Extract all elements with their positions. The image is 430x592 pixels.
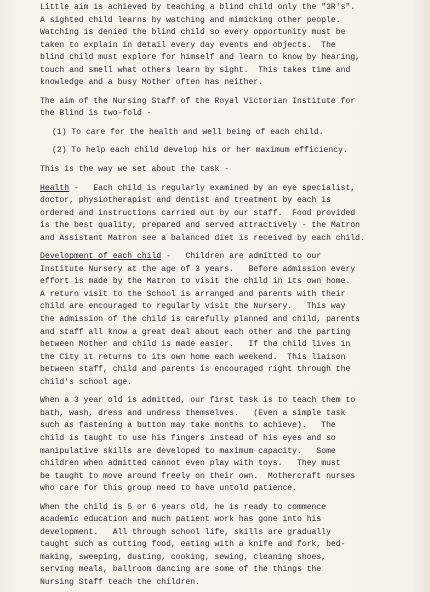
text-line (40, 483, 412, 496)
aim-item-2 (40, 145, 412, 158)
line-text: the admission of the child is carefully planned and child, parents (40, 315, 361, 325)
text-line (40, 327, 412, 340)
line-text: academic education and much patient work has gone into his (40, 515, 322, 525)
line-text: children when admitted cannot even play with toys. They must (40, 459, 341, 469)
section-heading: Development of each child (40, 252, 162, 262)
text-line (40, 433, 412, 446)
text-line (40, 471, 412, 484)
aim-item-1 (40, 127, 412, 140)
line-text: and staff all know a great deal about each other and the parting (40, 327, 351, 337)
text-line (40, 264, 412, 277)
school-age-paragraph (40, 502, 412, 590)
line-text: who care for this group need to have untold patience. (40, 484, 297, 494)
line-text: Watching is denied the blind child so every opportunity must be (40, 28, 346, 38)
document-body (40, 2, 412, 590)
line-text: making, sweeping, dusting, cooking, sewing, cleaning shoes, (40, 552, 327, 562)
line-text: When the child is 5 or 6 years old, he is ready to commence (40, 502, 327, 512)
line-text: - Children are admitted to our (161, 252, 322, 262)
text-line (40, 527, 412, 540)
text-line (40, 446, 412, 459)
line-text: the City it returns to its own home each weekend. This liaison (40, 352, 346, 362)
line-text: Institute Nursery at the age of 3 years. Before admission every (40, 264, 356, 274)
line-text: knowledge and a busy Mother often has neither. (40, 78, 264, 88)
text-line (40, 314, 412, 327)
text-line (40, 220, 412, 233)
line-text: between Mother and child is made easier. If the child lives in (40, 340, 351, 350)
text-line (40, 377, 412, 390)
line-text: manipulative skills are developed to maximum capacity. Some (40, 446, 336, 456)
text-line (40, 364, 412, 377)
text-line (40, 208, 412, 221)
text-line (40, 52, 412, 65)
text-line (40, 564, 412, 577)
text-line (40, 395, 412, 408)
section-heading: Health (40, 183, 70, 193)
line-text: A sighted child learns by watching and mimicking other people. (40, 15, 341, 25)
text-line (40, 577, 412, 590)
text-line (40, 195, 412, 208)
line-text: Little aim is achieved by teaching a blind child only the "3R's". (40, 3, 356, 12)
text-line (40, 183, 412, 196)
admission-paragraph (40, 395, 412, 495)
line-text: is the best quality, prepared and served attractively - the Matron (40, 221, 361, 231)
line-text: serving meals, ballroom dancing are some of the things the (40, 565, 322, 575)
line-text: - Each child is regularly examined by an eye specialist, (69, 183, 356, 193)
text-line (40, 502, 412, 515)
text-line (40, 108, 412, 121)
text-line (40, 15, 412, 28)
line-text: child's school age. (40, 377, 133, 387)
text-line (52, 127, 412, 140)
line-text: The aim of the Nursing Staff of the Royal Victorian Institute for (40, 96, 356, 106)
line-text: touch and smell what others learn by sight. This takes time and (40, 65, 351, 75)
line-text: bath, wash, dress and undress themselves. (Even a simple task (40, 408, 346, 418)
text-line (40, 27, 412, 40)
text-line (40, 339, 412, 352)
health-paragraph (40, 183, 412, 246)
line-text: taken to explain in detail every day events and objects. The (40, 40, 336, 50)
intro-paragraph (40, 2, 412, 90)
text-line (40, 276, 412, 289)
text-line (40, 96, 412, 109)
line-text: taught such as cutting food, eating with a knife and fork, bed- (40, 540, 346, 550)
line-text: child are encouraged to regularly visit the Nursery. This way (40, 302, 346, 312)
text-line (40, 552, 412, 565)
text-line (40, 539, 412, 552)
text-line (40, 233, 412, 246)
text-line (40, 251, 412, 264)
text-line (40, 301, 412, 314)
line-text: Nursing Staff teach the children. (40, 577, 201, 587)
line-text: development. All through school life, skills are gradually (40, 527, 331, 537)
text-line (40, 352, 412, 365)
text-line (40, 77, 412, 90)
line-text: A return visit to the School is arranged and parents with their (40, 289, 346, 299)
text-line (40, 514, 412, 527)
line-text: This is the way we set about the task - (40, 165, 230, 175)
line-text: ordered and instructions carried out by our staff. Food provided (40, 208, 356, 218)
text-line (40, 420, 412, 433)
line-text: child is taught to use his fingers instead of his eyes and so (40, 433, 336, 443)
line-text: such as fastening a button may take months to achieve). The (40, 421, 336, 431)
aim-paragraph (40, 96, 412, 121)
text-line (40, 40, 412, 53)
development-paragraph (40, 251, 412, 389)
line-text: (2) To help each child develop his or her maximum efficiency. (52, 146, 348, 156)
line-text: doctor, physiotherapist and dentist and treatment by each is (40, 196, 331, 206)
text-line (52, 145, 412, 158)
line-text: effort is made by the Matron to visit the child in its own home. (40, 277, 351, 287)
line-text: When a 3 year old is admitted, our first task is to teach them to (40, 396, 356, 406)
line-text: (1) To care for the health and well being of each child. (52, 127, 324, 137)
task-intro (40, 164, 412, 177)
line-text: blind child must explore for himself and learn to know by hearing, (40, 53, 361, 63)
text-line (40, 289, 412, 302)
line-text: be taught to move around freely on their own. Mothercraft nurses (40, 471, 356, 481)
text-line (40, 65, 412, 78)
text-line (40, 2, 412, 15)
text-line (40, 164, 412, 177)
line-text: the Blind is two-fold - (40, 109, 152, 119)
text-line (40, 408, 412, 421)
text-line (40, 458, 412, 471)
line-text: and Assistant Matron see a balanced diet is received by each child. (40, 233, 365, 243)
line-text: between staff, child and parents is encouraged right through the (40, 365, 351, 375)
